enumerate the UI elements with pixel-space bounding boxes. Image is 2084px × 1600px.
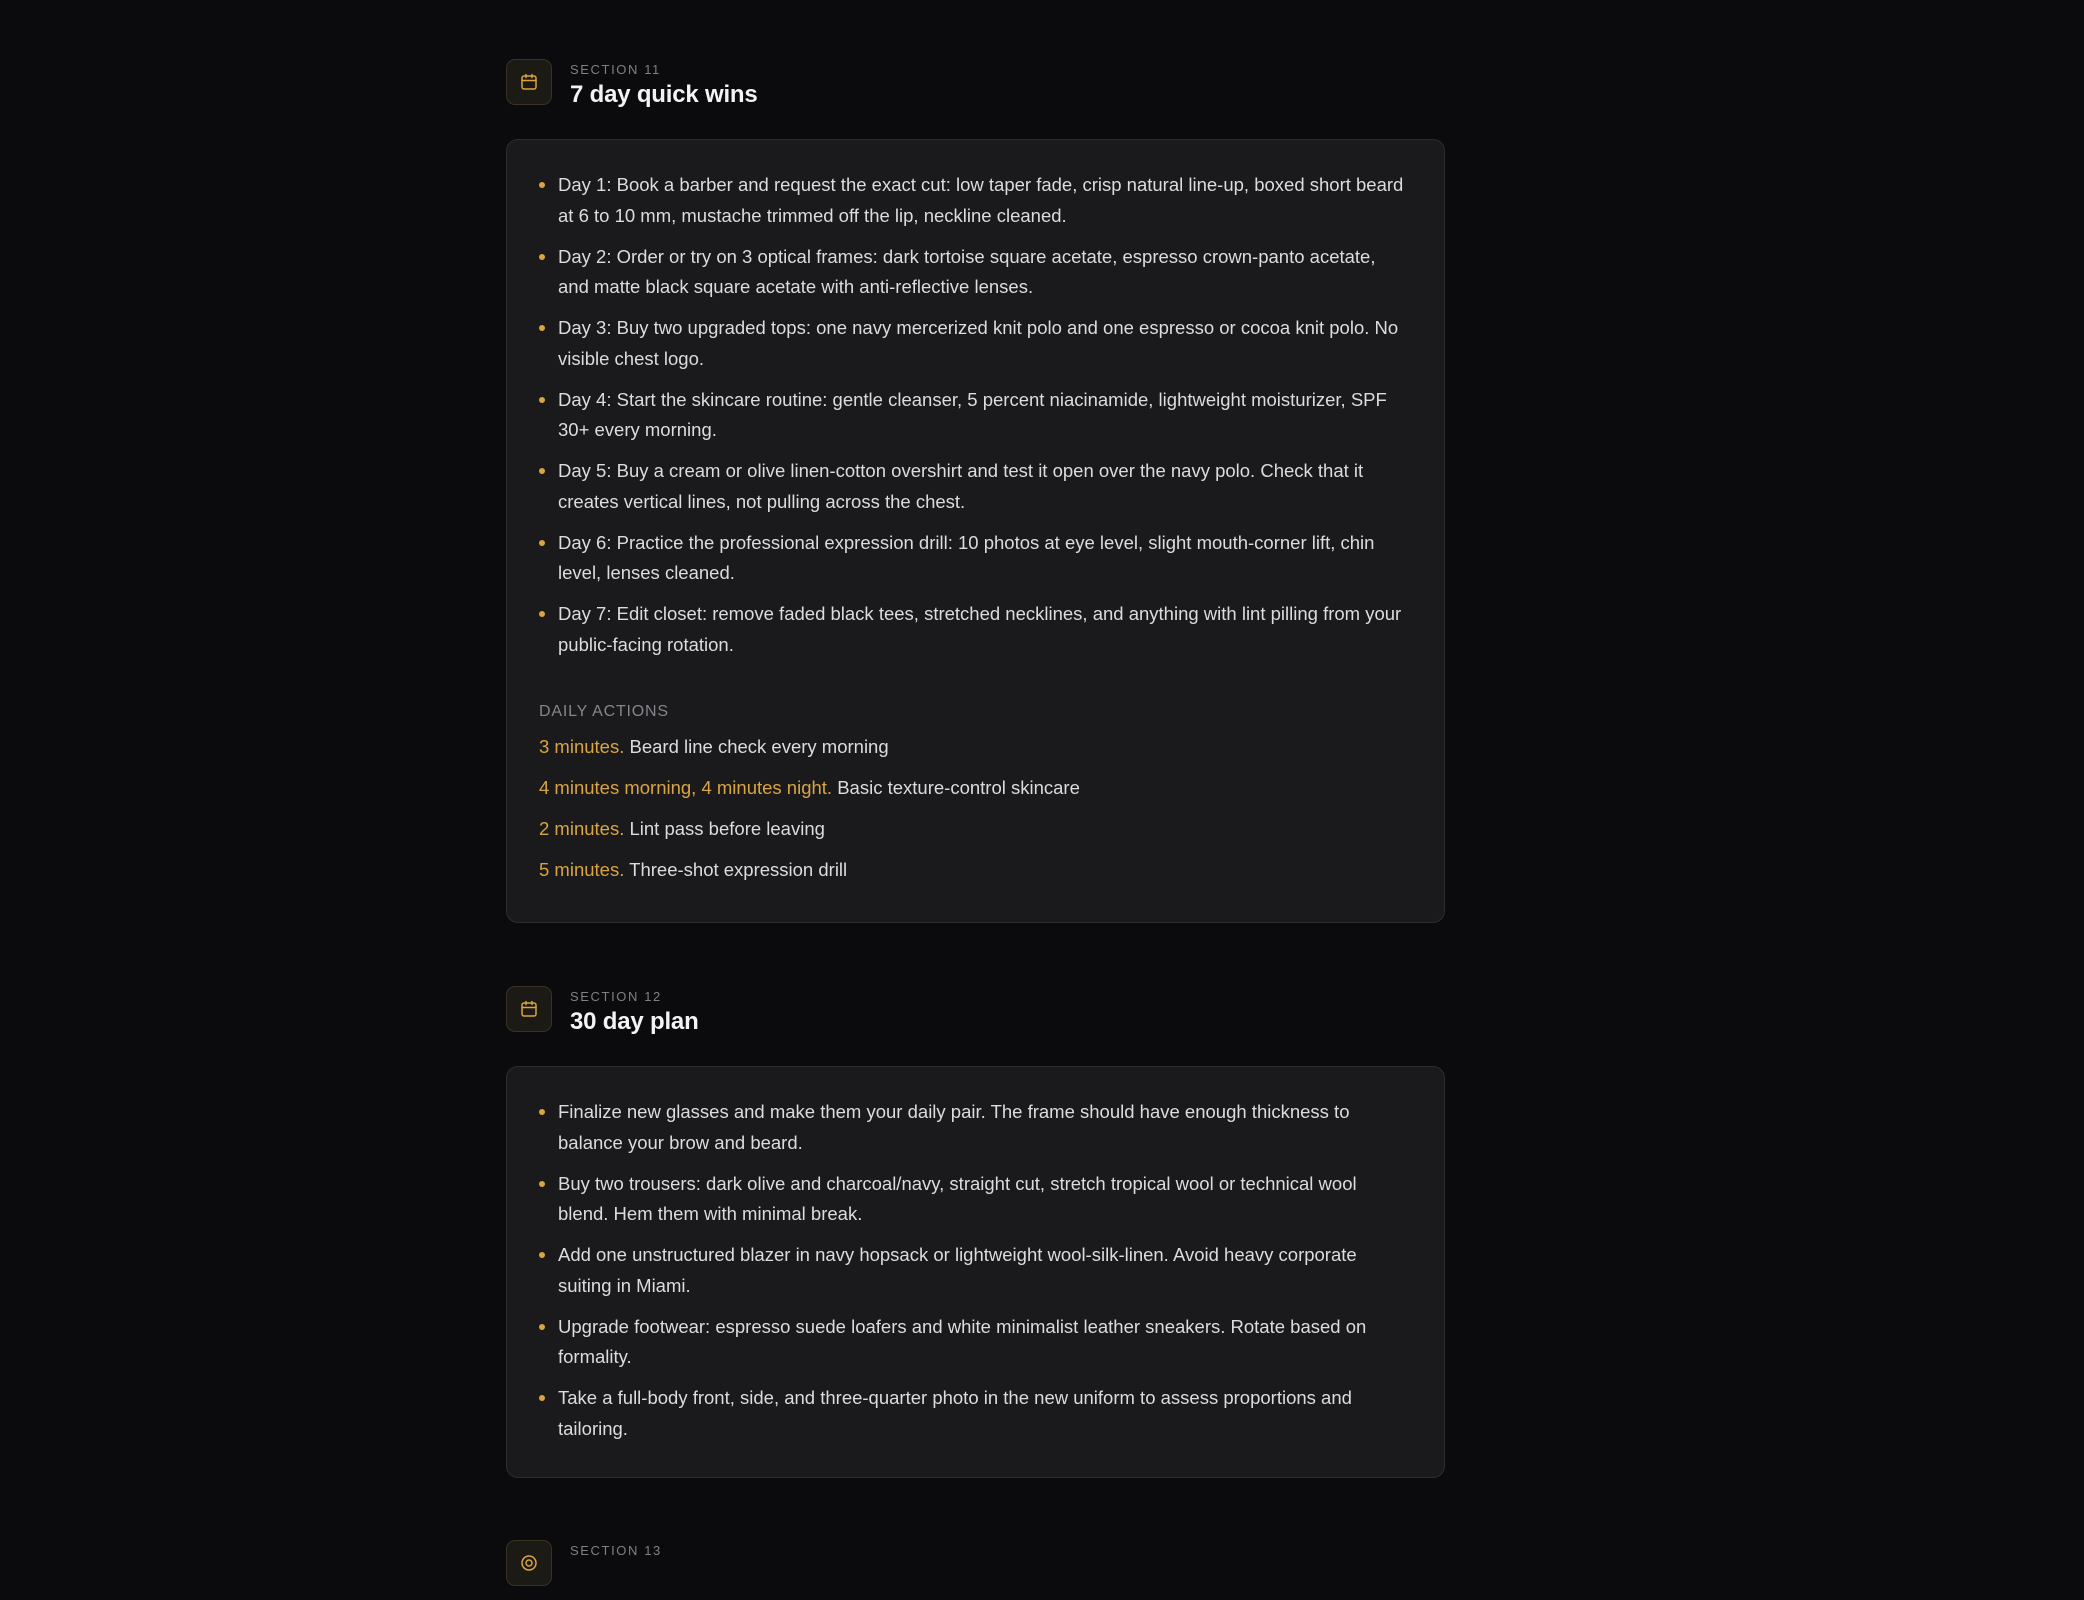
daily-action [539,855,1408,885]
bullet-dot [539,468,545,474]
list-item [539,599,1408,660]
section-header [506,1540,1445,1600]
bullet-dot [539,325,545,331]
list-item-text: Day 1: Book a barber and request the exact cut: low taper fade, crisp natural line-up, boxed short beard at 6 to 10 mm, mustache trimmed off the lip, neckline cleaned. [558,174,1404,226]
bullet-dot [539,611,545,617]
list-item [539,170,1408,231]
section-card [506,1066,1445,1478]
list-item-text: Take a full-body front, side, and three-quarter photo in the new uniform to assess proportions and tailoring. [558,1387,1352,1439]
section-11 [506,59,1445,880]
list-item-text: Day 2: Order or try on 3 optical frames: dark tortoise square acetate, espresso crown-panto acetate, and matte black square acetate with anti-reflective lenses. [558,245,1376,297]
action-duration: 3 minutes. [539,736,625,757]
section-12 [506,986,1445,1439]
action-text: Three-shot expression drill [624,859,848,880]
list-item-text: Day 6: Practice the professional expression drill: 10 photos at eye level, slight mouth-corner lift, chin level, lenses cleaned. [558,531,1375,583]
list-item-text: Day 7: Edit closet: remove faded black tees, stretched necklines, and anything with lint pilling from your public-facing rotation. [558,603,1402,655]
list-item [539,1312,1408,1373]
bullet-list [539,1097,1408,1444]
list-item-text: Buy two trousers: dark olive and charcoal/navy, straight cut, stretch tropical wool or technical wool blend. Hem them with minimal break. [558,1172,1357,1224]
section-title: 7 day quick wins [570,81,758,108]
section-eyebrow: SECTION 12 [570,989,662,1004]
daily-action [539,732,1408,762]
bullet-dot [539,1395,545,1401]
bullet-dot [539,1252,545,1258]
bullet-list [539,170,1408,660]
daily-action [539,773,1408,803]
daily-action [539,814,1408,844]
list-item-text: Day 4: Start the skincare routine: gentle cleanser, 5 percent niacinamide, lightweight moisturizer, SPF 30+ every morning. [558,388,1387,440]
daily-actions-heading: DAILY ACTIONS [539,703,669,720]
list-item [539,456,1408,517]
list-item [539,1240,1408,1301]
action-text: Basic texture-control skincare [832,777,1080,798]
calendar-icon [506,986,552,1032]
section-card [506,139,1445,923]
action-duration: 4 minutes morning, 4 minutes night. [539,777,833,798]
calendar-icon [506,59,552,105]
section-13 [506,1540,1445,1600]
action-text: Lint pass before leaving [624,818,825,839]
bullet-dot [539,397,545,403]
list-item-text: Day 5: Buy a cream or olive linen-cotton overshirt and test it open over the navy polo. Check that it creates vertical lines, not pulling across the chest. [558,460,1364,512]
list-item-text: Add one unstructured blazer in navy hopsack or lightweight wool-silk-linen. Avoid heavy corporate suiting in Miami. [558,1244,1357,1296]
target-icon [506,1540,552,1586]
action-text: Beard line check every morning [624,736,889,757]
daily-actions-list [539,732,1408,885]
bullet-dot [539,1109,545,1115]
section-eyebrow: SECTION 11 [570,62,661,77]
list-item [539,313,1408,374]
section-eyebrow: SECTION 13 [570,1543,662,1558]
list-item [539,1169,1408,1230]
list-item-text: Finalize new glasses and make them your daily pair. The frame should have enough thickness to balance your brow and beard. [558,1101,1350,1153]
list-item [539,1097,1408,1158]
list-item-text: Day 3: Buy two upgraded tops: one navy mercerized knit polo and one espresso or cocoa knit polo. No visible chest logo. [558,317,1399,369]
list-item [539,385,1408,446]
section-title: 30 day plan [570,1008,699,1035]
section-header [506,59,1445,119]
list-item [539,1383,1408,1444]
action-duration: 2 minutes. [539,818,625,839]
bullet-dot [539,540,545,546]
list-item [539,242,1408,303]
bullet-dot [539,1181,545,1187]
bullet-dot [539,254,545,260]
bullet-dot [539,1324,545,1330]
list-item [539,528,1408,589]
action-duration: 5 minutes. [539,859,625,880]
list-item-text: Upgrade footwear: espresso suede loafers and white minimalist leather sneakers. Rotate based on formality. [558,1315,1367,1367]
bullet-dot [539,182,545,188]
section-header [506,986,1445,1046]
